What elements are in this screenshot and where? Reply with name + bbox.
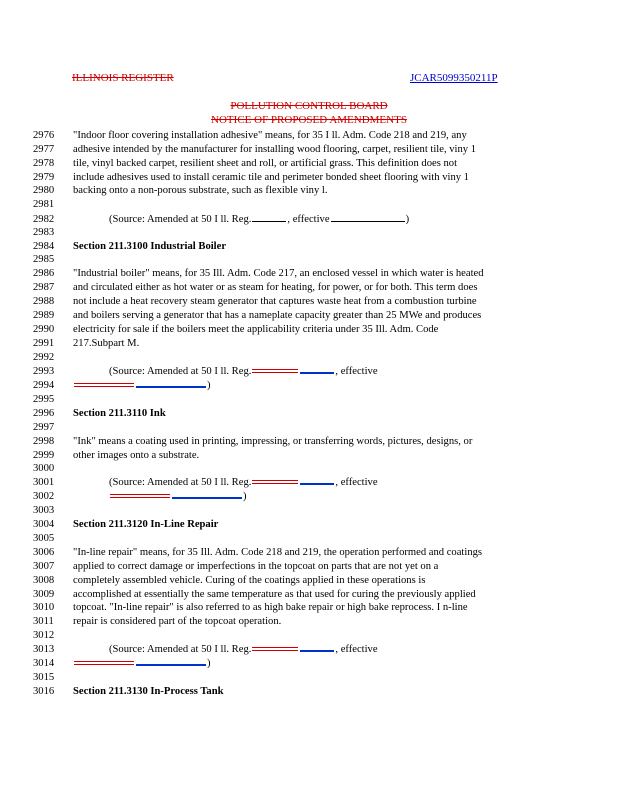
line-text: completely assembled vehicle. Curing of the coatings applied in these operations is xyxy=(73,575,426,586)
doc-line xyxy=(33,588,476,602)
blank-underline xyxy=(331,212,405,222)
doc-line xyxy=(33,129,467,143)
line-number: 3010 xyxy=(33,602,55,613)
line-number: 3012 xyxy=(33,630,55,641)
line-number: 2984 xyxy=(33,241,55,252)
source-effective: , effective xyxy=(335,644,378,655)
board-title: POLLUTION CONTROL BOARD xyxy=(230,100,388,112)
source-line xyxy=(33,212,409,226)
doc-line xyxy=(33,253,73,267)
source-effective: , effective xyxy=(335,366,378,377)
line-number: 2997 xyxy=(33,422,55,433)
section-heading xyxy=(33,685,224,699)
source-citation: (Source: Amended at 50 I ll. Reg. xyxy=(109,366,252,377)
line-number: 2981 xyxy=(33,199,55,210)
inserted-blank xyxy=(136,663,206,666)
line-text: electricity for sale if the boilers meet the applicability criteria under 35 Ill. Adm. Code xyxy=(73,324,439,335)
line-number: 2990 xyxy=(33,324,55,335)
source-line xyxy=(33,379,211,393)
doc-line xyxy=(33,671,73,685)
source-close: ) xyxy=(207,658,211,669)
jcar-code[interactable]: JCAR5099350211P xyxy=(410,72,498,84)
line-number: 2996 xyxy=(33,408,55,419)
source-citation: (Source: Amended at 50 I ll. Reg. xyxy=(109,214,252,225)
doc-line xyxy=(33,615,281,629)
source-citation: (Source: Amended at 50 I ll. Reg. xyxy=(109,644,252,655)
inserted-blank xyxy=(172,496,242,499)
line-number: 2993 xyxy=(33,366,55,377)
line-number: 2994 xyxy=(33,380,55,391)
inserted-blank xyxy=(300,649,334,652)
doc-line xyxy=(33,198,73,212)
line-number: 3000 xyxy=(33,463,55,474)
doc-line xyxy=(33,435,472,449)
source-close: ) xyxy=(243,491,247,502)
doc-line xyxy=(33,143,476,157)
line-number: 3001 xyxy=(33,477,55,488)
line-number: 3005 xyxy=(33,533,55,544)
line-number: 2978 xyxy=(33,158,55,169)
deleted-blank xyxy=(74,661,134,666)
line-text: topcoat. "In-line repair" is also referred to as high bake repair or high bake reprocess. I n-line xyxy=(73,602,468,613)
doc-line xyxy=(33,281,477,295)
section-heading xyxy=(33,518,218,532)
line-number: 3002 xyxy=(33,491,55,502)
doc-line xyxy=(33,574,425,588)
line-text: "Industrial boiler" means, for 35 Ill. Adm. Code 217, an enclosed vessel in which water is heated xyxy=(73,268,484,279)
doc-line xyxy=(33,532,73,546)
doc-line xyxy=(33,601,468,615)
line-text: applied to correct damage or imperfections in the topcoat on parts that are not yet on a xyxy=(73,561,439,572)
line-number: 2982 xyxy=(33,214,55,225)
source-close: ) xyxy=(207,380,211,391)
inserted-blank xyxy=(300,482,334,485)
line-text: repair is considered part of the topcoat operation. xyxy=(73,616,282,627)
doc-line xyxy=(33,351,73,365)
line-number: 2991 xyxy=(33,338,55,349)
source-line xyxy=(33,476,378,490)
doc-line xyxy=(33,309,481,323)
line-number: 2979 xyxy=(33,172,55,183)
line-number: 3009 xyxy=(33,589,55,600)
line-number: 3006 xyxy=(33,547,55,558)
deleted-blank xyxy=(252,369,298,374)
doc-line xyxy=(33,449,199,463)
deleted-blank xyxy=(110,494,170,499)
line-number: 2983 xyxy=(33,227,55,238)
register-header: ILLINOIS REGISTER xyxy=(72,72,174,84)
line-text: tile, vinyl backed carpet, resilient sheet and roll, or artificial grass. This definition does not xyxy=(73,158,458,169)
line-number: 2980 xyxy=(33,185,55,196)
line-text: backing onto a non-porous substrate, such as flexible viny l. xyxy=(73,185,328,196)
section-heading xyxy=(33,240,226,254)
blank-underline xyxy=(252,212,286,222)
source-close: ) xyxy=(405,214,410,225)
line-number: 3014 xyxy=(33,658,55,669)
line-number: 2985 xyxy=(33,254,55,265)
line-text: include adhesives used to install ceramic tile and perimeter bonded sheet flooring with viny 1 xyxy=(73,172,469,183)
doc-line xyxy=(33,337,139,351)
line-text: accomplished at essentially the same temperature as that used for curing the previously applied xyxy=(73,589,476,600)
line-number: 2992 xyxy=(33,352,55,363)
line-number: 3011 xyxy=(33,616,54,627)
doc-line xyxy=(33,421,73,435)
source-line xyxy=(33,365,378,379)
line-number: 3008 xyxy=(33,575,55,586)
doc-line xyxy=(33,560,438,574)
inserted-blank xyxy=(136,385,206,388)
doc-line xyxy=(33,171,469,185)
line-number: 3013 xyxy=(33,644,55,655)
section-title: Section 211.3130 In-Process Tank xyxy=(73,686,224,697)
deleted-blank xyxy=(74,383,134,388)
section-title: Section 211.3100 Industrial Boiler xyxy=(73,241,227,252)
line-number: 2998 xyxy=(33,436,55,447)
notice-title: NOTICE OF PROPOSED AMENDMENTS xyxy=(211,114,407,126)
line-number: 3007 xyxy=(33,561,55,572)
line-number: 3004 xyxy=(33,519,55,530)
line-text: and circulated either as hot water or as steam for heating, for power, or for both. This term does xyxy=(73,282,478,293)
doc-line xyxy=(33,462,73,476)
source-effective: , effective xyxy=(335,477,378,488)
line-number: 3003 xyxy=(33,505,55,516)
line-number: 2976 xyxy=(33,130,55,141)
line-number: 2995 xyxy=(33,394,55,405)
section-title: Section 211.3110 Ink xyxy=(73,408,166,419)
doc-line xyxy=(33,226,73,240)
section-title: Section 211.3120 In-Line Repair xyxy=(73,519,219,530)
deleted-blank xyxy=(252,647,298,652)
line-text: not include a heat recovery steam generator that captures waste heat from a combustion turbine xyxy=(73,296,477,307)
line-text: "Indoor floor covering installation adhesive" means, for 35 I ll. Adm. Code 218 and 219, any xyxy=(73,130,467,141)
line-number: 3016 xyxy=(33,686,55,697)
doc-line xyxy=(33,267,484,281)
source-effective: , effective xyxy=(287,214,330,225)
line-number: 2987 xyxy=(33,282,55,293)
line-number: 2977 xyxy=(33,144,55,155)
line-number: 2986 xyxy=(33,268,55,279)
section-heading xyxy=(33,407,166,421)
line-number: 3015 xyxy=(33,672,55,683)
source-line xyxy=(33,490,247,504)
line-text: adhesive intended by the manufacturer for installing wood flooring, carpet, resilient tile, viny 1 xyxy=(73,144,477,155)
line-text: 217.Subpart M. xyxy=(73,338,140,349)
doc-line xyxy=(33,393,73,407)
line-number: 2988 xyxy=(33,296,55,307)
source-line xyxy=(33,657,211,671)
source-citation: (Source: Amended at 50 I ll. Reg. xyxy=(109,477,252,488)
line-number: 2999 xyxy=(33,450,55,461)
deleted-blank xyxy=(252,480,298,485)
inserted-blank xyxy=(300,371,334,374)
doc-line xyxy=(33,546,482,560)
line-text: and boilers serving a generator that has a nameplate capacity greater than 25 MWe and produces xyxy=(73,310,482,321)
line-text: other images onto a substrate. xyxy=(73,450,200,461)
doc-line xyxy=(33,184,328,198)
doc-line xyxy=(33,504,73,518)
doc-line xyxy=(33,323,438,337)
line-text: "Ink" means a coating used in printing, impressing, or transferring words, pictures, designs, or xyxy=(73,436,473,447)
line-number: 2989 xyxy=(33,310,55,321)
source-line xyxy=(33,643,378,657)
doc-line xyxy=(33,295,477,309)
line-text: "In-line repair" means, for 35 Ill. Adm. Code 218 and 219, the operation performed and coatings xyxy=(73,547,483,558)
doc-line xyxy=(33,629,73,643)
doc-line xyxy=(33,157,457,171)
